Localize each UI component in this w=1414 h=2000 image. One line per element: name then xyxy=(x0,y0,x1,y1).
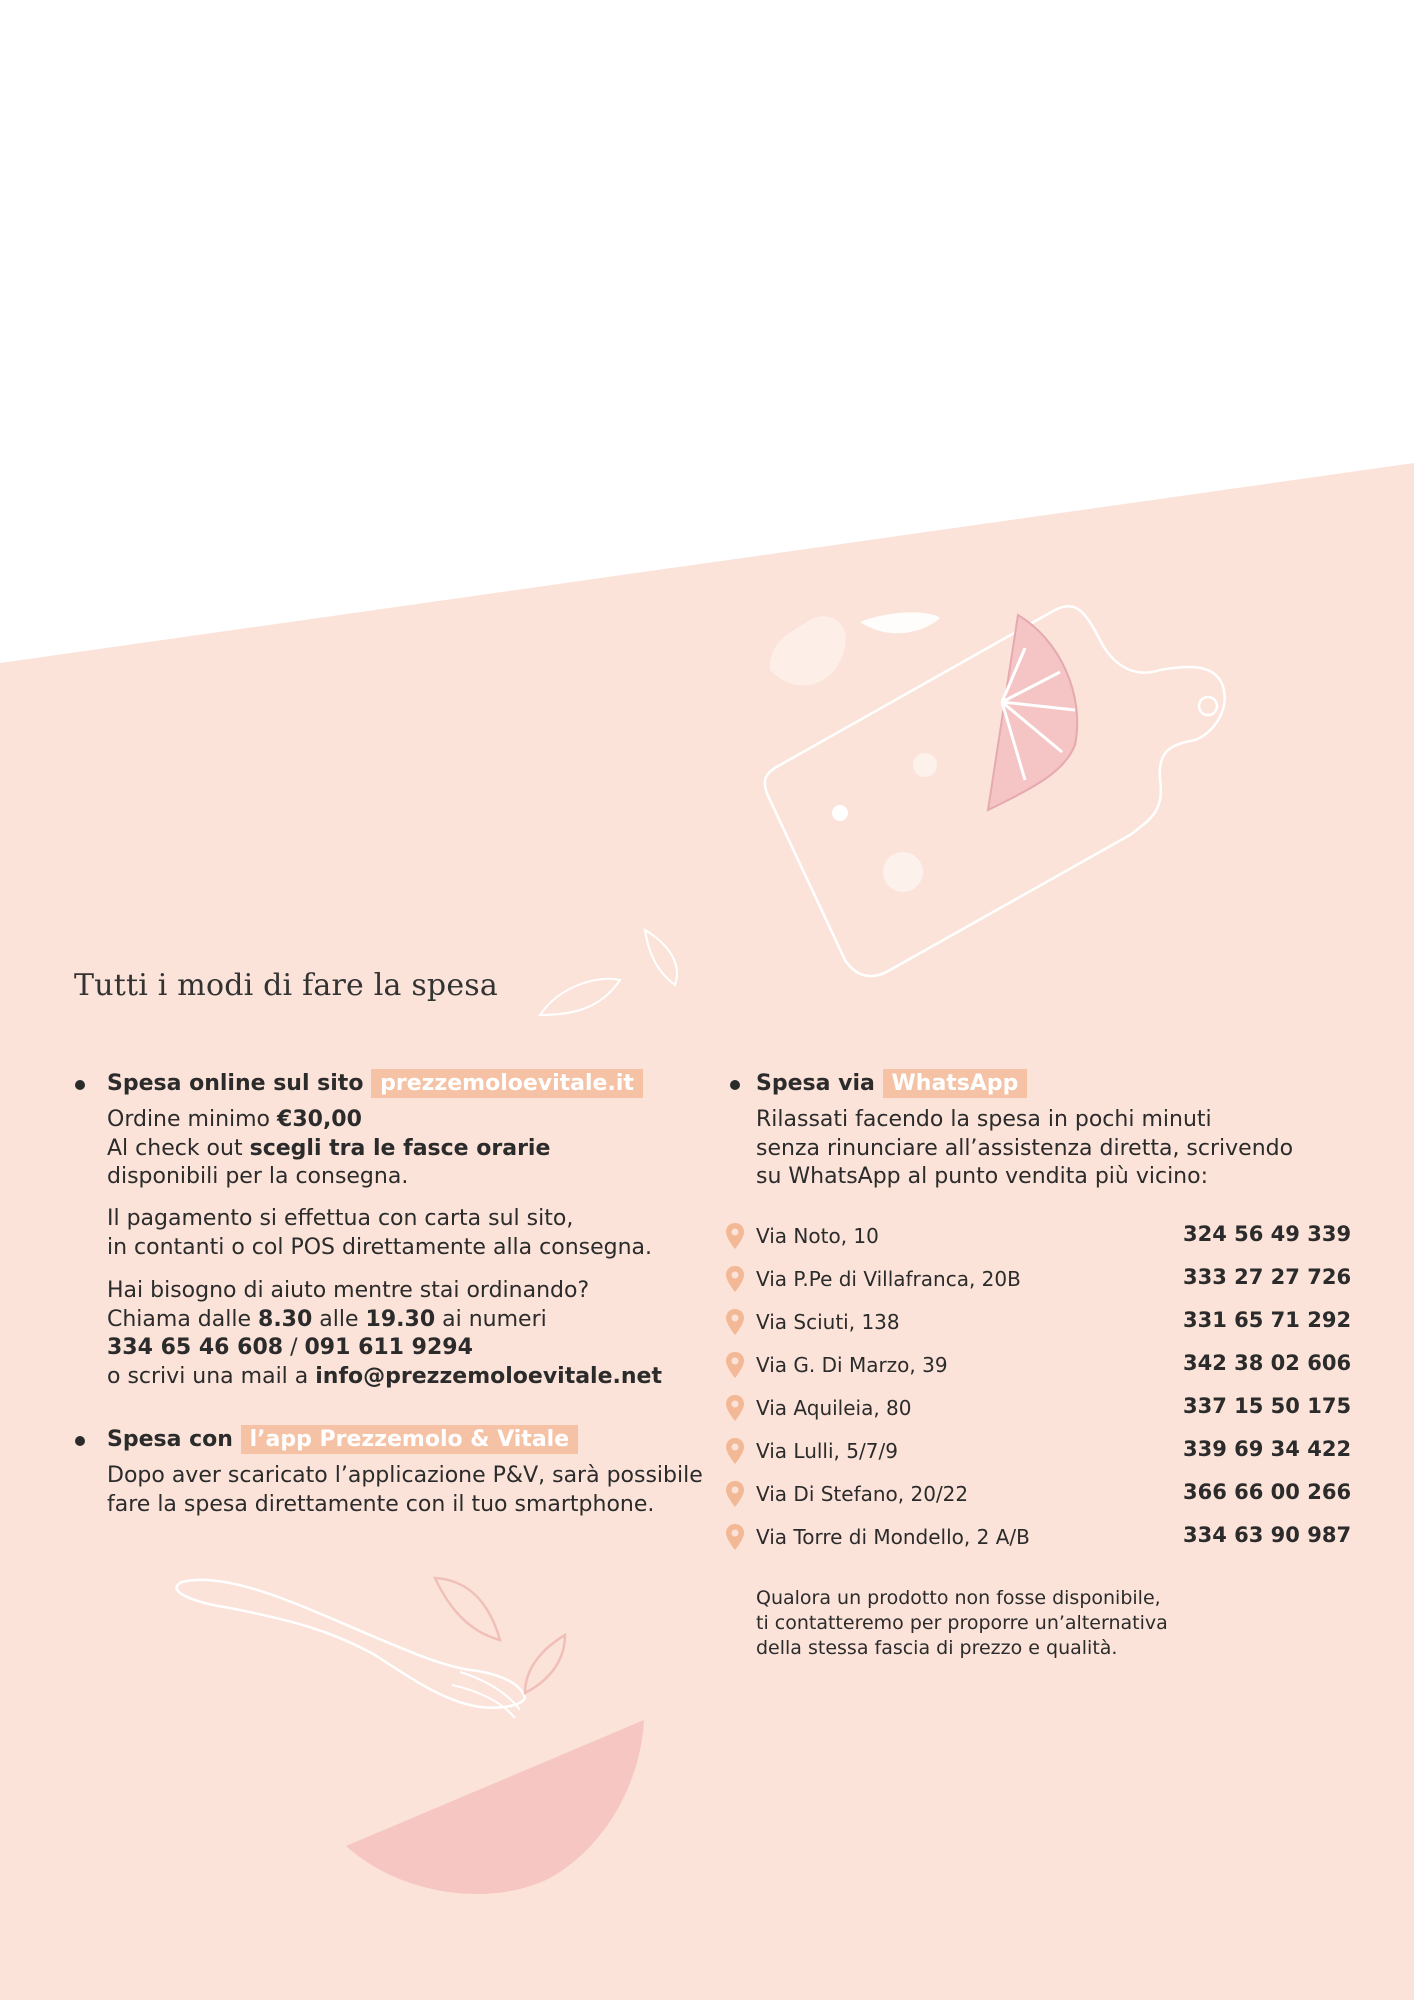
store-address: Via Di Stefano, 20/22 xyxy=(756,1482,969,1506)
store-phone[interactable]: 337 15 50 175 xyxy=(1183,1394,1352,1418)
store-address: Via P.Pe di Villafranca, 20B xyxy=(756,1267,1021,1291)
page-title: Tutti i modi di fare la spesa xyxy=(74,968,498,1003)
location-pin-icon xyxy=(725,1308,745,1336)
online-label-text: Spesa online sul sito xyxy=(107,1071,364,1096)
store-phone[interactable]: 339 69 34 422 xyxy=(1183,1437,1352,1461)
email-link[interactable]: info@prezzemoloevitale.net xyxy=(315,1363,662,1389)
store-address: Via Lulli, 5/7/9 xyxy=(756,1439,898,1463)
online-shopping-label xyxy=(107,1071,643,1096)
store-address: Via Noto, 10 xyxy=(756,1224,879,1248)
store-address: Via Aquileia, 80 xyxy=(756,1396,912,1420)
store-phone[interactable]: 324 56 49 339 xyxy=(1183,1222,1352,1246)
checkout-line: Al check out scegli tra le fasce orarie xyxy=(107,1135,551,1161)
min-order-value: €30,00 xyxy=(277,1107,362,1132)
delivery-line: disponibili per la consegna. xyxy=(107,1164,409,1189)
store-address: Via Sciuti, 138 xyxy=(756,1310,900,1334)
store-phone[interactable]: 333 27 27 726 xyxy=(1183,1265,1352,1289)
location-pin-icon xyxy=(725,1265,745,1293)
payment-info: Il pagamento si effettua con carta sul sito, in contanti o col POS direttamente alla consegna. xyxy=(107,1206,653,1260)
store-address: Via G. Di Marzo, 39 xyxy=(756,1353,948,1377)
availability-note: Qualora un prodotto non fosse disponibile, ti contatteremo per proporre un’alternativa della stessa fascia di prezzo e qualità. xyxy=(756,1587,1168,1659)
store-phone[interactable]: 366 66 00 266 xyxy=(1183,1480,1352,1504)
call-hours: Chiama dalle 8.30 alle 19.30 ai numeri xyxy=(107,1306,547,1332)
app-shopping-label xyxy=(107,1427,578,1452)
mail-line: o scrivi una mail a info@prezzemoloevitale.net xyxy=(107,1363,662,1389)
whatsapp-highlight[interactable]: WhatsApp xyxy=(883,1069,1028,1098)
help-phone-2[interactable]: 091 611 9294 xyxy=(304,1335,473,1360)
store-phone[interactable]: 331 65 71 292 xyxy=(1183,1308,1352,1332)
online-details xyxy=(107,1106,550,1192)
location-pin-icon xyxy=(725,1222,745,1250)
whatsapp-description: Rilassati facendo la spesa in pochi minuti senza rinunciare all’assistenza diretta, scrivendo su WhatsApp al punto vendita più vicino: xyxy=(756,1107,1294,1189)
location-pin-icon xyxy=(725,1437,745,1465)
location-pin-icon xyxy=(725,1394,745,1422)
website-link[interactable]: prezzemoloevitale.it xyxy=(371,1069,643,1098)
bullet-whatsapp xyxy=(730,1080,740,1090)
whatsapp-shopping-label xyxy=(756,1071,1027,1096)
help-phones: 334 65 46 608 / 091 611 9294 xyxy=(107,1335,473,1360)
app-label-text: Spesa con xyxy=(107,1427,233,1452)
whatsapp-label-text: Spesa via xyxy=(756,1071,875,1096)
min-order-line: Ordine minimo €30,00 xyxy=(107,1107,362,1132)
location-pin-icon xyxy=(725,1480,745,1508)
app-description: Dopo aver scaricato l’applicazione P&V, sarà possibile fare la spesa direttamente con il tuo smartphone. xyxy=(107,1463,703,1517)
bowl-illustration xyxy=(170,1560,660,1900)
store-phone[interactable]: 334 63 90 987 xyxy=(1183,1523,1352,1547)
leaves-illustration xyxy=(530,920,690,1030)
help-info xyxy=(107,1277,662,1391)
location-pin-icon xyxy=(725,1351,745,1379)
app-name-highlight[interactable]: l’app Prezzemolo & Vitale xyxy=(241,1425,579,1454)
bullet-online xyxy=(75,1080,85,1090)
store-address: Via Torre di Mondello, 2 A/B xyxy=(756,1525,1030,1549)
cutting-board-illustration xyxy=(740,570,1260,1010)
bullet-app xyxy=(75,1436,85,1446)
store-phone[interactable]: 342 38 02 606 xyxy=(1183,1351,1352,1375)
help-phone-1[interactable]: 334 65 46 608 xyxy=(107,1335,284,1360)
help-question: Hai bisogno di aiuto mentre stai ordinando? xyxy=(107,1278,590,1303)
location-pin-icon xyxy=(725,1523,745,1551)
